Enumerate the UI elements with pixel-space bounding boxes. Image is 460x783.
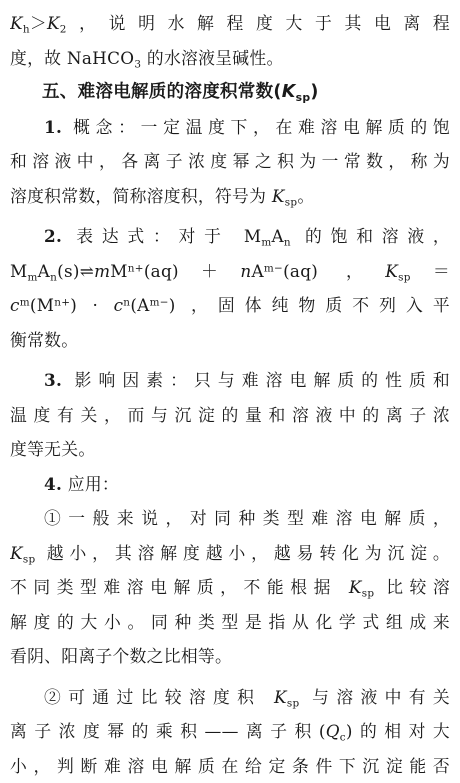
text: 影响因素：只与难溶电解质的性质和 — [62, 370, 450, 390]
superscript: n — [123, 296, 130, 308]
application-p2-line-1 — [10, 680, 450, 715]
symbol: n — [240, 261, 251, 281]
application-p2-line-2 — [10, 714, 450, 749]
symbol: m — [94, 261, 110, 281]
subscript: n — [284, 237, 291, 249]
concept-line-1 — [10, 110, 450, 145]
text: 度等无关。 — [10, 439, 95, 459]
application-p1-line-2 — [10, 536, 450, 571]
text: )的相对大 — [346, 721, 450, 741]
text-line-1 — [10, 6, 450, 41]
application-p1-line-3 — [10, 570, 450, 605]
text: 溶度积常数，简称溶度积，符号为 — [10, 186, 272, 206]
factors-line-2 — [10, 398, 450, 433]
subscript: c — [340, 732, 346, 744]
application-p2-line-3 — [10, 749, 450, 783]
greater-than: ＞ — [30, 13, 47, 33]
symbol-k: K — [10, 13, 23, 33]
text: ①一般来说，对同种类型难溶电解质， — [44, 508, 450, 528]
symbol-k: K — [47, 13, 60, 33]
text: 的饱和溶液， — [291, 226, 450, 246]
symbol-k: K — [282, 82, 296, 102]
subscript: 2 — [60, 24, 67, 36]
text: 与溶液中有关 — [299, 687, 450, 707]
superscript: m− — [264, 262, 283, 274]
application-heading — [10, 467, 450, 502]
superscript: m− — [150, 296, 169, 308]
text: A — [251, 261, 263, 281]
text: 看阴、阳离子个数之比相等。 — [10, 646, 232, 666]
text: ) ，固体纯物质不列入平 — [169, 295, 450, 315]
subscript: m — [27, 271, 37, 283]
heading-text: ) — [310, 82, 318, 102]
text: 度，故 NaHCO — [10, 48, 134, 68]
text: (aq) ， — [283, 261, 385, 281]
text: M — [10, 261, 27, 281]
text: A — [271, 226, 283, 246]
heading-text: 五、难溶电解质的溶度积常数( — [42, 82, 282, 102]
text: 比较溶 — [374, 577, 450, 597]
symbol: c — [114, 295, 124, 315]
factors-line-3 — [10, 432, 450, 467]
application-p1-line-1 — [10, 501, 450, 536]
superscript: m — [20, 296, 30, 308]
text: (aq)＋ — [144, 261, 241, 281]
subscript: m — [261, 237, 271, 249]
text: 和溶液中，各离子浓度幂之积为一常数，称为 — [10, 151, 450, 171]
symbol-k: K — [10, 543, 23, 563]
subscript: sp — [362, 588, 375, 600]
symbol: c — [10, 295, 20, 315]
subscript: n — [50, 271, 57, 283]
text: M — [110, 261, 127, 281]
expression-line-2 — [10, 254, 450, 289]
subscript: sp — [287, 697, 300, 709]
symbol-k: K — [385, 261, 398, 281]
text: 越小，其溶解度越小，越易转化为沉淀。 — [35, 543, 450, 563]
text: 离子浓度幂的乘积——离子积( — [10, 721, 326, 741]
text: 解度的大小。同种类型是指从化学式组成来 — [10, 612, 450, 632]
text: 小，判断难溶电解质在给定条件下沉淀能否 — [10, 756, 450, 776]
superscript: n+ — [128, 262, 144, 274]
text: 的水溶液呈碱性。 — [141, 48, 283, 68]
factors-line-1 — [10, 363, 450, 398]
text: (s) — [57, 261, 80, 281]
text: (A — [130, 295, 149, 315]
text: 概念：一定温度下，在难溶电解质的饱 — [62, 117, 450, 137]
expression-line-1 — [10, 219, 450, 254]
text: (M — [30, 295, 54, 315]
concept-line-3 — [10, 179, 450, 214]
concept-line-2 — [10, 144, 450, 179]
text: 。 — [297, 186, 314, 206]
symbol-k: K — [272, 186, 285, 206]
text: 表达式：对于 M — [62, 226, 261, 246]
subscript: sp — [23, 553, 36, 565]
text: ，说明水解程度大于其电离程 — [67, 13, 450, 33]
symbol: Q — [326, 721, 340, 741]
text: ②可通过比较溶度积 — [44, 687, 274, 707]
text: 应用： — [62, 474, 119, 494]
subscript: sp — [296, 91, 311, 104]
text: ＝ — [411, 261, 450, 281]
application-p1-line-4 — [10, 605, 450, 640]
text: 温度有关，而与沉淀的量和溶液中的离子浓 — [10, 405, 450, 425]
equilibrium-arrow: ⇌ — [80, 261, 94, 281]
expression-line-3 — [10, 288, 450, 323]
expression-line-4 — [10, 323, 450, 358]
subscript: h — [23, 24, 30, 36]
text: A — [38, 261, 50, 281]
text: 不同类型难溶电解质，不能根据 — [10, 577, 349, 597]
superscript: n+ — [54, 296, 70, 308]
item-number: 3. — [44, 370, 62, 390]
item-number: 4. — [44, 474, 62, 494]
text: 衡常数。 — [10, 330, 78, 350]
application-p1-line-5 — [10, 639, 450, 674]
text: ) · — [70, 295, 113, 315]
symbol-k: K — [274, 687, 287, 707]
subscript: sp — [398, 271, 411, 283]
symbol-k: K — [349, 577, 362, 597]
item-number: 1. — [44, 117, 62, 137]
item-number: 2. — [44, 226, 62, 246]
subscript: 3 — [134, 58, 141, 70]
subscript: sp — [285, 196, 298, 208]
section-heading — [10, 75, 450, 110]
text-line-2 — [10, 41, 450, 76]
